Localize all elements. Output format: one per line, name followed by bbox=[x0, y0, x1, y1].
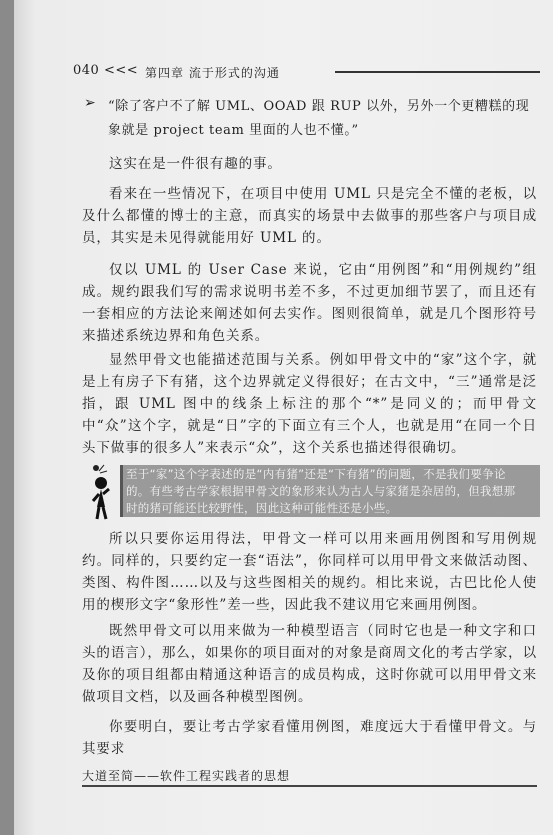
chapter-title: 第四章 流于形式的沟通 bbox=[145, 66, 280, 80]
page-header bbox=[73, 63, 543, 83]
paragraph-3: 仅以 UML 的 User Case 来说，它由“用例图”和“用例规约”组成。规约跟我们写的需求说明书差不多，不过更加细节罢了，而且还有一套相应的方法论来阐述如何去实作。图则很简单，就是几个图形符号来描述系统边界和角色关系。 bbox=[82, 262, 537, 344]
aside-callout bbox=[87, 461, 537, 521]
quote-text: “除了客户不了解 UML、OOAD 跟 RUP 以外，另外一个更糟糕的现象就是 project team 里面的人也不懂。” bbox=[108, 99, 530, 138]
thinking-figure-icon bbox=[87, 461, 117, 521]
arrow-bullet-icon: ➢ bbox=[84, 95, 96, 111]
page-number-value: 040 bbox=[73, 63, 100, 78]
page-footer bbox=[82, 767, 537, 787]
chevrons-icon: <<< bbox=[103, 63, 139, 78]
paragraph-4: 显然甲骨文也能描述范围与关系。例如甲骨文中的“家”这个字，就是上有房子下有猪，这个边界就定义得很好；在古文中，“三”通常是泛指，跟 UML 图中的线条上标注的那个“*”是同义的；而甲骨文中“众”这个字，就是“日”字的下面立有三个人，也就是用“在同一个日头下做事的很多人”来表示“众”，这个关系也描述得很确切。 bbox=[82, 352, 537, 456]
paragraph-2: 看来在一些情况下，在项目中使用 UML 只是完全不懂的老板，以及什么都懂的博士的主意，而真实的场景中去做事的那些客户与项目成员，其实是未见得就能用好 UML 的。 bbox=[82, 186, 537, 246]
paragraph-1: 这实在是一件很有趣的事。 bbox=[109, 156, 282, 172]
book-title: 大道至简——软件工程实践者的思想 bbox=[82, 769, 291, 783]
callout-text: 至于“家”这个字表述的是“内有猪”还是“下有猪”的问题，不是我们要争论的。有些考古学家根据甲骨文的象形来认为古人与家猪是杂居的，但我想那时的猪可能还比较野性，因此这种可能性还是小些。 bbox=[126, 467, 516, 515]
footer-rule bbox=[82, 785, 537, 787]
paragraph-7: 你要明白，要让考古学家看懂用例图，难度远大于看懂甲骨文。与其要求 bbox=[82, 719, 537, 757]
header-rule bbox=[335, 71, 540, 73]
paragraph-5: 所以只要你运用得法，甲骨文一样可以用来画用例图和写用例规约。同样的，只要约定一套“语法”，你同样可以用甲骨文来做活动图、类图、构件图……以及与这些图相关的规约。相比来说，古巴比伦人使用的楔形文字“象形性”差一些，因此我不建议用它来画用例图。 bbox=[82, 531, 537, 613]
page-number bbox=[73, 63, 138, 78]
paragraph-6: 既然甲骨文可以用来做为一种模型语言（同时它也是一种文字和口头的语言），那么，如果你的项目面对的对象是商周文化的考古学家，以及你的项目组都由精通这种语言的成员构成，这时你就可以用甲骨文来做项目文档，以及画各种模型图例。 bbox=[82, 623, 537, 705]
book-page bbox=[14, 0, 553, 835]
